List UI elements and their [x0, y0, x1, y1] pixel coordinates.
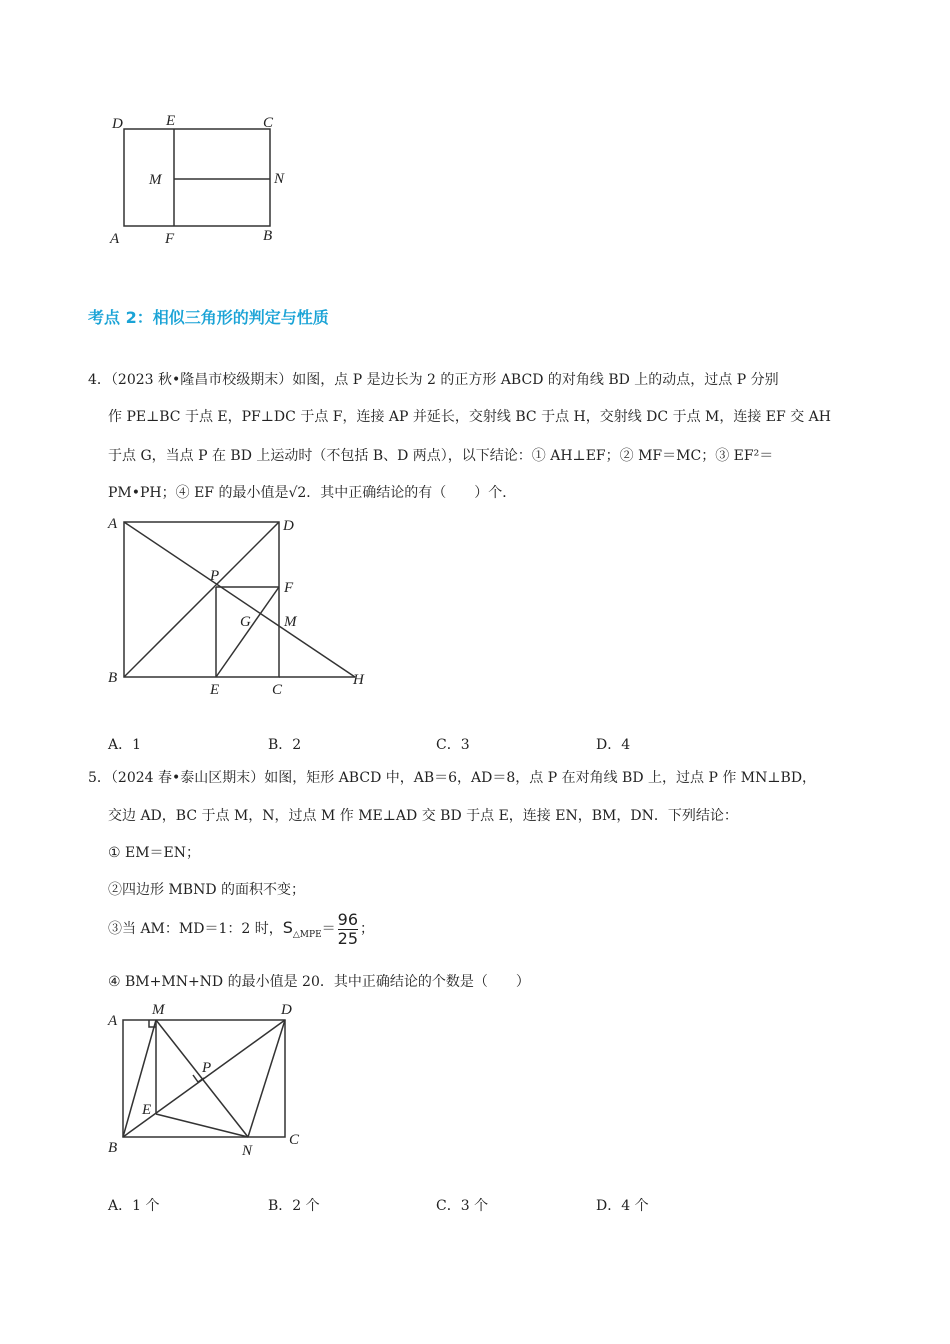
- q5-line-2: 交边 AD，BC 于点 M，N，过点 M 作 ME⊥AD 交 BD 于点 E，连接 EN，BM，DN．下列结论：: [108, 808, 738, 824]
- fraction-numerator: 96: [337, 909, 359, 929]
- q5-c3-fraction: [338, 911, 358, 948]
- figure-square-abcd: [100, 510, 380, 700]
- segment-ef: [216, 587, 279, 677]
- section-heading: 考点 2：相似三角形的判定与性质: [88, 308, 329, 327]
- segment-bm: [123, 1020, 156, 1137]
- q5-conclusion-1: ① EM＝EN；: [108, 845, 201, 861]
- fraction-denominator: 25: [337, 928, 359, 948]
- q5-c3-end: ；: [360, 921, 375, 937]
- label-d: D: [283, 518, 294, 534]
- q5-option-c[interactable]: C．3 个: [436, 1198, 489, 1214]
- label-a: A: [108, 1013, 118, 1029]
- label-h: H: [353, 672, 364, 688]
- label-a: A: [108, 516, 118, 532]
- q5-c3-text: ③当 AM：MD＝1：2 时，: [108, 921, 283, 937]
- q4-option-c[interactable]: C．3: [436, 737, 470, 753]
- figure-rectangle-efmn: [105, 108, 305, 253]
- q5-conclusion-4: ④ BM+MN+ND 的最小值是 20．其中正确结论的个数是（ ）: [108, 974, 530, 990]
- right-angle-mark-p: [193, 1075, 204, 1082]
- label-c: C: [289, 1132, 300, 1148]
- q5-option-b[interactable]: B．2 个: [268, 1198, 320, 1214]
- label-d: D: [281, 1002, 292, 1018]
- q4-line-3: 于点 G，当点 P 在 BD 上运动时（不包括 B、D 两点），以下结论：① AH⊥EF；② MF＝MC；③ EF²＝: [108, 448, 774, 464]
- segment-dn: [248, 1020, 285, 1137]
- q5-option-d[interactable]: D．4 个: [596, 1198, 649, 1214]
- label-n: N: [274, 171, 285, 187]
- q5-c3-s: S: [282, 918, 293, 937]
- q4-line-1: 4．（2023 秋•隆昌市校级期末）如图，点 P 是边长为 2 的正方形 ABCD 的对角线 BD 上的动点，过点 P 分别: [88, 372, 779, 388]
- q4-line-2: 作 PE⊥BC 于点 E，PF⊥DC 于点 F，连接 AP 并延长，交射线 BC 于点 H，交射线 DC 于点 M，连接 EF 交 AH: [108, 409, 831, 425]
- label-f: F: [165, 231, 175, 247]
- figure-rectangle-mbnd: [100, 998, 310, 1163]
- label-c: C: [263, 115, 274, 131]
- q5-line-1: 5．（2024 春•泰山区期末）如图，矩形 ABCD 中，AB＝6，AD＝8，点 P 在对角线 BD 上，过点 P 作 MN⊥BD，: [88, 770, 817, 786]
- label-n: N: [242, 1143, 253, 1159]
- q5-c3-sub: △MPE: [292, 930, 322, 940]
- label-m: M: [152, 1002, 165, 1018]
- segment-en: [156, 1114, 248, 1137]
- rect-abcd: [124, 129, 270, 226]
- diagonal-bd: [124, 522, 279, 677]
- label-b: B: [263, 228, 273, 244]
- label-b: B: [108, 1140, 118, 1156]
- label-p: P: [210, 568, 220, 584]
- label-m: M: [284, 614, 297, 630]
- label-d: D: [112, 116, 123, 132]
- q5-conclusion-3: [108, 908, 374, 955]
- label-e: E: [166, 113, 176, 129]
- label-g: G: [240, 614, 251, 630]
- label-e: E: [142, 1102, 152, 1118]
- q4-option-d[interactable]: D．4: [596, 737, 631, 753]
- q4-line-4: PM•PH；④ EF 的最小值是√2．其中正确结论的有（ ）个．: [108, 485, 517, 501]
- label-c: C: [272, 682, 283, 698]
- q4-option-a[interactable]: A．1: [108, 737, 142, 753]
- q5-c3-eq: ＝: [321, 921, 336, 937]
- label-e: E: [210, 682, 220, 698]
- label-m: M: [149, 172, 162, 188]
- label-f: F: [284, 580, 294, 596]
- q5-option-a[interactable]: A．1 个: [108, 1198, 160, 1214]
- q4-option-b[interactable]: B．2: [268, 737, 302, 753]
- label-b: B: [108, 670, 118, 686]
- segment-ah: [124, 522, 355, 677]
- q5-conclusion-2: ②四边形 MBND 的面积不变；: [108, 882, 305, 898]
- label-a: A: [110, 231, 120, 247]
- label-p: P: [202, 1060, 212, 1076]
